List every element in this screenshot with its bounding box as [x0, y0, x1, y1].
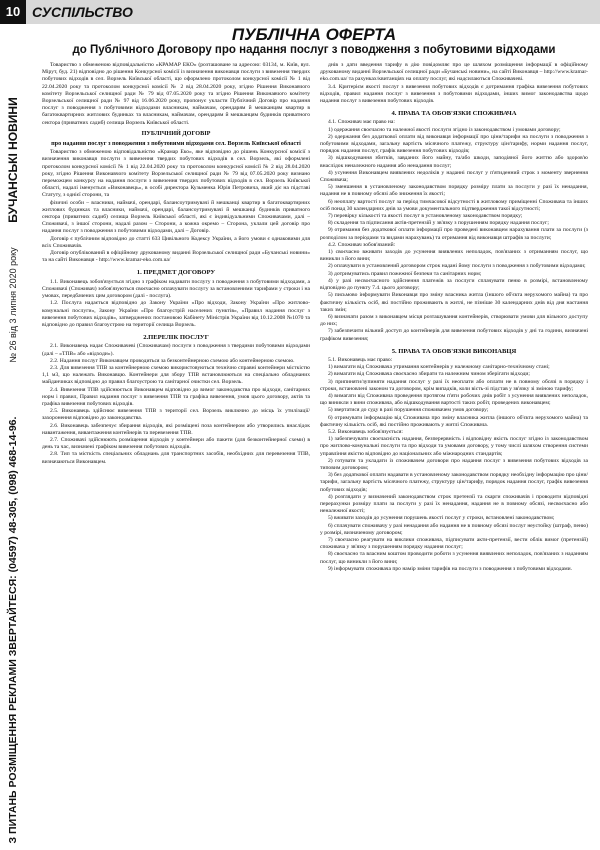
paragraph: 2.6. Виконавець забезпечує збирання відходів, які розміщені поза контейнером або утворились внаслідок навантаження, вивантаження контейнерів та перевезення ТПВ. — [42, 422, 310, 436]
paragraph: Товариство з обмеженою відповідальністю «КРАМАР ЕКО» (розташоване за адресою: 03134, м. Київ, вул. Мірут, буд. 21) відповідно до рішення Конкурсної комісії із визначення виконавця послуги з вивезення твердих побутових відходів в сел. Ворзель Київської області, що оформлено протоколом конкурсної комісії № 1 від 22.04.2020 року та протоколом конкурсної комісії № 2 від 28.04.2020 року, згідно Рішення Виконавчого комітету Ворзельської селищної ради № 79 від 07.05.2020 року та згідно Рішення Виконавчого комітету Ворзельської селищної ради № 97 від 16.06.2020 року, пропонує укласти Публічний Договір про надання послуг з поводження з побутовими відходами власникам, наймачам, орендарям й мешканцям квартир в багатоквартирних житлових будинках та власникам, наймачам, орендарям й мешканцям будинків приватного сектора (приватних садиб) селища Ворзель Київської області. — [42, 62, 310, 126]
paragraph: 2.2. Надання послуг Виконавцем проводиться за безконтейнерною схемою або контейнерною схемою. — [50, 357, 295, 364]
issue-info — [0, 230, 26, 380]
paragraph: 1) забезпечувати своєчасність надання, безперервність і відповідну якість послуг згідно із законодавством про житлово-комунальні послуги та про відходи та умовами договору, у тому числі шляхом створення системи управління якістю відповідно до національних або міжнародних стандартів; — [320, 436, 588, 457]
section-heading: про надання послуг з поводження з побутовими відходами сел. Ворзель Київської області — [51, 140, 301, 148]
paragraph: 5) зменшення в установленому законодавством порядку розміру плати за послуги у разі їх ненадання, надання не в повному обсязі або зниження їх якості; — [320, 184, 588, 198]
section-heading: 2.ПЕРЕЛІК ПОСЛУГ — [143, 334, 209, 342]
document-title: ПУБЛІЧНА ОФЕРТА — [231, 25, 397, 44]
advertising-text: З ПИТАНЬ РОЗМІЩЕННЯ РЕКЛАМИ ЗВЕРТАЙТЕСЯ: (04597) 48-305, (098) 468-14-96. — [7, 416, 19, 844]
paragraph: 2) одержання без додаткової оплати від виконавця інформації про ціни/тарифи на послуги з поводження з побутовими відходами, загальну вартість місячного платежу, структуру цін/тарифу, норми надання послуг, порядок надання послуг, графік вивезення побутових відходів; — [320, 133, 588, 155]
paragraph: фізичні особи – власники, наймачі, орендарі, балансоутримувачі й мешканці квартир в багатоквартирних житлових будинках та власники, наймачі, орендарі, балансоутримувачі й мешканці будинків приватного сектора (приватних садиб) селища Ворзель Київської області, які є індивідуальними Споживачами, далі – Споживачі, з іншої сторони, надалі разом – Сторони, а кожна окремо – Сторона, уклали цей договір про надання послуг з поводження з побутовими відходами, далі – Договір. — [42, 199, 310, 235]
paragraph: 5.1. Виконавець має право: — [328, 356, 393, 363]
paragraph: Договір є публічним відповідно до статті 633 Цивільного Кодексу України, а його умови є однаковими для всіх Споживачів. — [42, 235, 310, 249]
paragraph: 2.1. Виконавець надає Споживачеві (Споживачам) послуги з поводження з твердими побутовими відходами (далі – «ТПВ» або «відходи»). — [42, 343, 310, 357]
section-heading: ПУБЛІЧНИЙ ДОГОВІР — [141, 129, 211, 137]
document-subtitle: до Публічного Договору про надання послуг з поводження з побутовими відходами — [72, 44, 556, 56]
paragraph: 2) оплачувати в установлений договором строк надані йому послуги з поводження з побутовими відходами; — [328, 263, 586, 270]
left-column — [42, 62, 310, 822]
paragraph: 7) перевірку кількості та якості послуг в установленому законодавством порядку; — [328, 213, 523, 220]
paragraph: 6) сплачувати споживачу у разі ненадання або надання не в повному обсязі послуг неустойку (штраф, пеню) у розмірі, визначеному договором; — [320, 522, 588, 536]
issue-text: № 26 від 3 липня 2020 року — [8, 247, 18, 363]
paragraph: 4) розглядати у визначений законодавством строк претензії та скарги споживачів і проводити відповідні перерахунки розміру плати за послуги у разі їх ненадання, надання не в повному обсязі, несвоєчасно або неналежної якості; — [320, 493, 588, 515]
paragraph: 7) своєчасно реагувати на виклики споживача, підписувати акти-претензії, вести облік вимог (претензій) споживача у зв'язку з порушенням порядку надання послуг; — [320, 537, 588, 551]
paragraph: 5.2. Виконавець зобов'язується: — [328, 428, 403, 435]
paragraph: 1.1. Виконавець зобов'язується згідно з графіком надавати послугу з поводження з побутовими відходами, а Споживачі (Споживач) зобов'язуються своєчасно оплачувати послугу за встановленими тарифами у строки і на умовах, передбачених цим договором (далі - послуга). — [42, 278, 310, 300]
paragraph: 5) вживати заходів до усунення порушень якості послуг у строки, встановлені законодавством; — [328, 515, 555, 522]
section-title: СУСПІЛЬСТВО — [32, 4, 133, 20]
paragraph: 3) припиняти/зупиняти надання послуг у разі їх неоплати або оплати не в повному обсязі в порядку і строки, встановлені законом та договором, крім випадків, коли вість-зі підстав у зв'язку зі зміною тарифу; — [320, 378, 588, 392]
section-heading: 5. ПРАВА ТА ОБОВ'ЯЗКИ ВИКОНАВЦЯ — [391, 347, 517, 355]
paragraph: 1.2. Послуга надається відповідно до Закону України «Про відходи, Закону України «Про житлово-комунальні послуги», Закону України «Про благоустрій населених пунктів», «Правил надання послуг з вивезення побутових відходів», затверджених постановою Кабінету Міністрів України від 10.12.2008 №1070 та відповідно до правил благоустрою на території селища Ворзель. — [42, 300, 310, 328]
paragraph: 3) дотримуватись правил пожежної безпеки та санітарних норм; — [328, 270, 482, 277]
paragraph: 2) готувати та укладати із споживачем договори про надання послуг з вивезення побутових відходів за типовим договором; — [320, 457, 588, 471]
paragraph: 2.4. Вивезення ТПВ здійснюється Виконавцем відповідно до вимог законодавства про відходи, санітарних норм і правил, Правил надання послуг з вивезення ТПВ та графіка вивезення, умов цього договору, актів та графіка вивезення побутових відходів. — [42, 386, 310, 407]
paragraph: Товариство з обмеженою відповідальністю «Крамар Еко», яке відповідно до рішень Конкурсної комісії з визначення виконавця послуги з вивезення твердих побутових відходів в сел. Ворзель, які оформлені протоколом конкурсної комісії № 1 від 22.04.2020 року та протоколом конкурсної комісії № 2 від 28.04.2020 року, згідно Рішення Виконавчого комітету Ворзельської селищної ради № 79 від 07.05.2020 року визнано переможцем конкурсу на надання послуги з вивезення твердих побутових відходів в сел. Ворзель Київської області, надалі іменується «Виконавець», в особі директора Кузьменка Юрія Петровича, який діє на підставі Статуту, з однієї сторони, та — [42, 149, 310, 199]
paragraph: 4) вимагати від Споживача проведення протягом п'яти робочих днів робіт з усунення виявлених неполадок, що виникли з вини споживача, або відшкодування вартості таких робіт, проведених виконавцем; — [320, 392, 588, 407]
paragraph: 4) усунення Виконавцем виявлених недоліків у наданні послуг у п'ятиденний строк з моменту звернення Споживача; — [320, 169, 588, 184]
paragraph: днів з дати введення тарифу в дію повідомляє про це шляхом розміщення інформації в офіційному друкованому виданні Ворзельської селищної ради «Бучанські новини», на сайті Виконавця – http://www.kramar-eko.com.ua/ та рахунках/квитанціях на оплату послуг, які надсилаються Споживачеві. — [320, 62, 588, 83]
paragraph: 8) складення та підписання актів-претензій у зв'язку з порушенням порядку надання послуг; — [328, 220, 549, 227]
paragraph: 6) неоплату вартості послуг за період тимчасової відсутності в житловому приміщенні Споживача та інших осіб понад 30 календарних днів за умови документального підтвердження такої відсутності; — [320, 198, 588, 212]
paragraph: 5) звертатися до суду в разі порушення споживачем умов договору; — [328, 407, 489, 414]
paragraph: Договір опублікований в офіційному друкованому виданні Ворзельської селищної ради «Бучанські новини» та на сайті Виконавця - http://www.kramar-eko.com.ua/ — [42, 250, 310, 264]
paragraph: 6) отримувати інформацію від Споживача про зміну власника житла (іншого об'єкта нерухомого майна) та фактичну кількість осіб, які постійно проживають у житлі Споживача. — [320, 414, 588, 428]
paragraph: 9) інформувати споживача про намір зміни тарифів на послуги з поводження з побутовими відходами. — [328, 565, 573, 572]
section-heading: 1. ПРЕДМЕТ ДОГОВОРУ — [136, 269, 216, 277]
paragraph: 2) вимагати від Споживача своєчасно збирати та належним чином зберігати відходи; — [328, 371, 530, 378]
section-heading: 4. ПРАВА ТА ОБОВ'ЯЗКИ СПОЖИВАЧА — [391, 110, 517, 118]
paragraph: 4.2. Споживач зобов'язаний: — [328, 241, 396, 248]
paragraph: 9) отримання без додаткової оплати інформації про проведені виконавцем нарахування плати за послуги (з розподілом за періодами та видами нарахувань) та отримання від виконавця штрафів за послуги; — [320, 227, 588, 241]
paragraph: 2.8. Тип та місткість спеціальних обладнань для транспортних засобів, необхідних для перевезення ТПВ, визначаються Виконавцем. — [42, 451, 310, 465]
paragraph: 6) визначати разом з виконавцем місця розташування контейнерів, створювати умови для вільного доступу до них; — [320, 313, 588, 328]
brand-text: БУЧАНСЬКІ НОВИНИ — [6, 97, 20, 223]
paragraph: 1) вимагати від Споживача утримання контейнерів у належному санітарно-технічному стані; — [328, 364, 550, 371]
paragraph: 3) без додаткової оплати надавати в установленому законодавством порядку необхідну інформацію про ціни/тарифи, загальну вартість місячного платежу, структуру цін/тарифу, порядок надання послуг, графік вивезення побутових відходів; — [320, 472, 588, 493]
paragraph: 2.3. Для вивезення ТПВ за контейнерною схемою використовуються технічно справні контейнери місткістю 1,1 м3, що належать Виконавцю. Контейнери для збору ТПВ встановлюються на спеціально обладнаних майданчиках відповідно до правил благоустрою та санітарної очистки сел. Ворзель. — [42, 364, 310, 386]
paragraph: 4.1. Споживач має право на: — [328, 119, 395, 126]
paragraph: 3) відшкодування збитків, завданих його майну, та/або шкоди, заподіяної його життю або здоров'ю внаслідок неналежного надання або ненадання послуг; — [320, 155, 588, 169]
paragraph: 2.7. Споживачі здійснюють розміщення відходів у контейнери або пакети (для безконтейнерної схеми) в день та час, визначені графіком вивезення побутових відходів. — [42, 436, 310, 451]
paragraph: 8) своєчасно та власним коштом проводити роботи з усунення виявлених неполадок, пов'язаних з наданням послуг, що виникли з його вини; — [320, 551, 588, 565]
right-column — [320, 62, 588, 822]
sidebar — [0, 30, 26, 844]
paragraph: 4) у разі несвоєчасного здійснення платежів за послуги сплачувати пеню в розмірі, встановленому відповідно до пункту 7.4. цього договору; — [320, 277, 588, 292]
paragraph: 1) одержання своєчасно та належної якості послуги згідно із законодавством і умовами договору; — [328, 126, 561, 133]
paragraph: 2.5. Виконавець здійснює вивезення ТПВ з території сел. Ворзель виключно до місць їх утилізації/захоронення відповідно до законодавства. — [42, 408, 310, 422]
paragraph: 3.4. Критерієм якості послуг з вивезення побутових відходів є дотримання графіка вивезення побутових відходів, правил надання послуг з вивезення з побутовими відходами, інших вимог законодавства щодо надання послуг з вивезення побутових відходів. — [320, 83, 588, 105]
page-number: 10 — [0, 0, 26, 24]
newspaper-brand — [0, 97, 26, 223]
paragraph: 5) письмово інформувати Виконавця про зміну власника житла (іншого об'єкта нерухомого майна) та про фактичну кількість осіб, які постійно проживають в житлі, не пізніше 30 календарних днів від дня настання таких змін; — [320, 292, 588, 313]
paragraph: 1) своєчасно вживати заходів до усунення виявлених неполадок, пов'язаних з отриманням послуг, що виникли з його вини; — [320, 249, 588, 263]
advertising-contact — [0, 410, 26, 850]
paragraph: 7) забезпечити вільний доступ до контейнерів для вивезення побутових відходів у дні та години, визначені графіком вивезення; — [320, 328, 588, 342]
